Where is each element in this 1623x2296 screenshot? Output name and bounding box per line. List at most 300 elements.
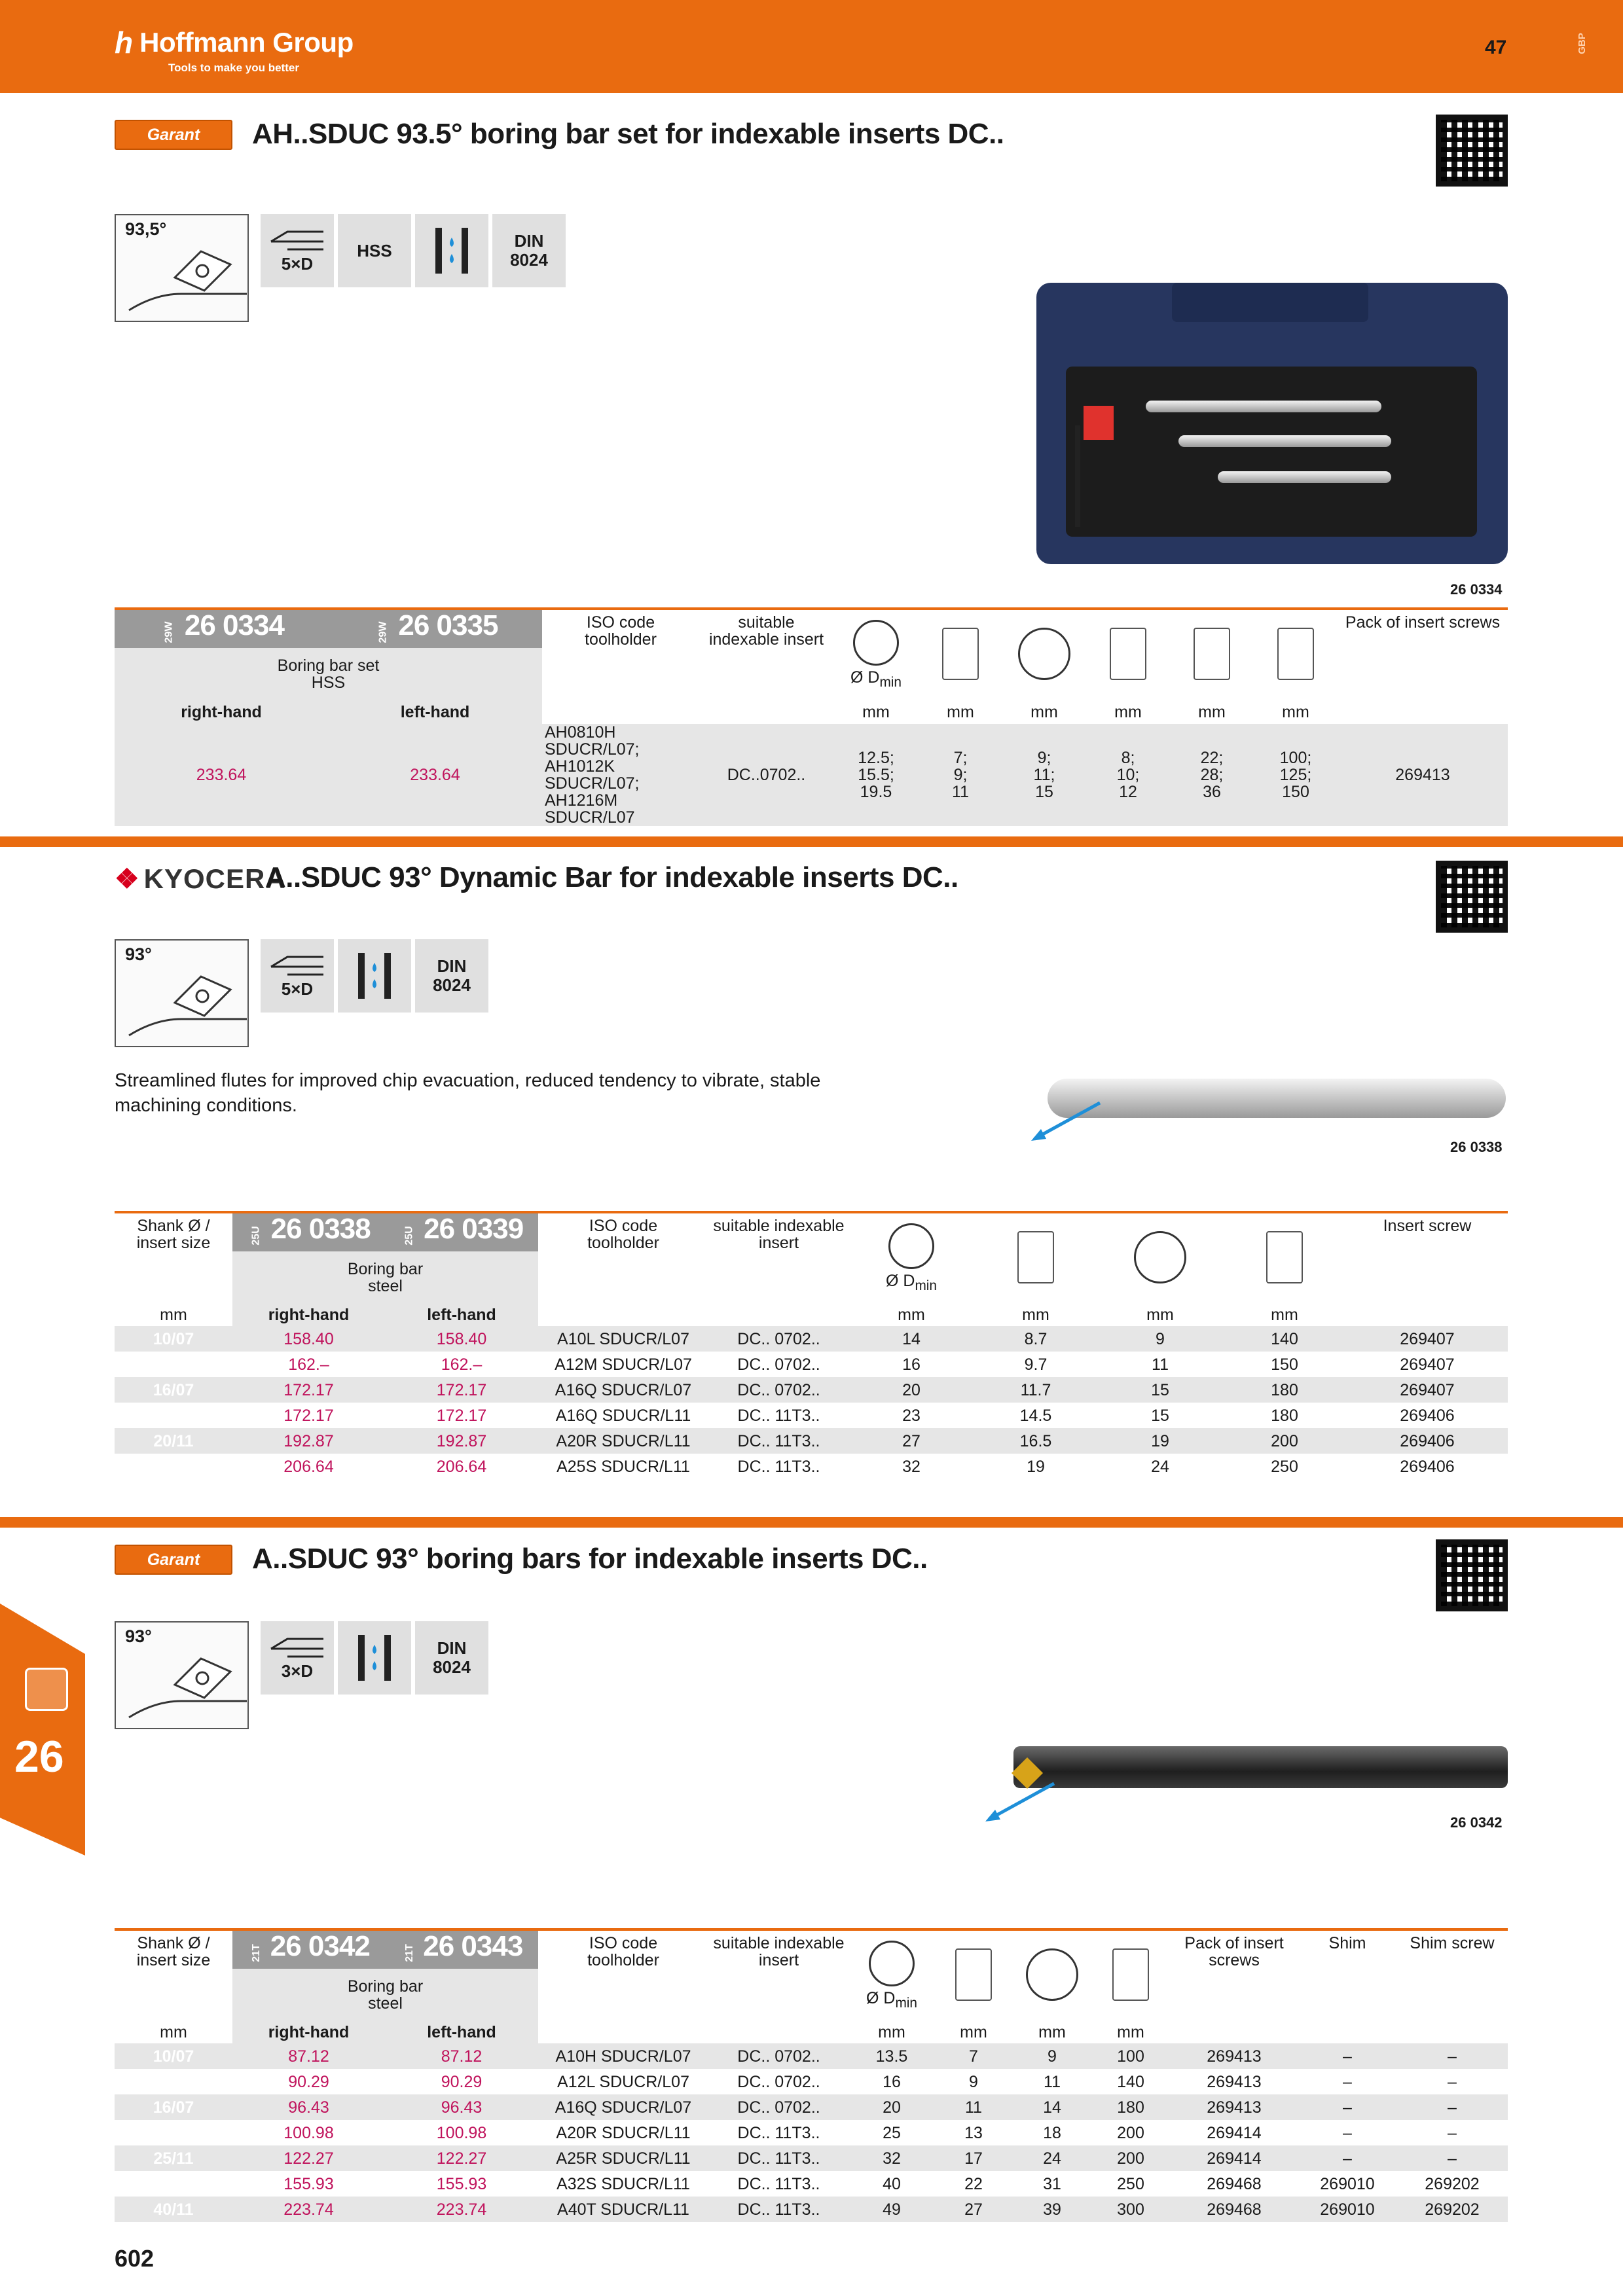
unit-mm: mm — [947, 703, 974, 721]
bar-height-icon — [1110, 628, 1146, 680]
iso-codes: AH0810H SDUCR/L07; AH1012K SDUCR/L07; AH1216M SDUCR/L07 — [542, 724, 699, 826]
shim-number: – — [1298, 2145, 1396, 2171]
dim3-value: 15 — [1098, 1403, 1222, 1428]
table-row — [115, 1352, 1508, 1377]
boring-bar-image-2 — [1178, 435, 1391, 447]
screw-number: 269406 — [1347, 1454, 1508, 1479]
price-left-hand[interactable]: 158.40 — [385, 1326, 538, 1352]
shank-size: 20/11 — [115, 2120, 232, 2145]
image-label-2: 26 0338 — [1450, 1139, 1503, 1155]
boring-tool-icon — [25, 1668, 68, 1711]
col-dim2-header — [919, 609, 1002, 700]
dmin-value: 27 — [849, 1428, 974, 1454]
unit-mm: mm — [1282, 703, 1309, 721]
image-label-3: 26 0342 — [1450, 1814, 1503, 1831]
shim-number: – — [1298, 2094, 1396, 2120]
logo-mark: h — [115, 26, 134, 60]
col-dim3-header — [1013, 1929, 1091, 2021]
empty-cell — [538, 1304, 708, 1326]
hand-right-label: right-hand — [232, 2021, 385, 2043]
price-right-hand[interactable]: 192.87 — [232, 1428, 385, 1454]
screw-number: 269407 — [1347, 1352, 1508, 1377]
dmin-value: 14 — [849, 1326, 974, 1352]
insert-code: DC.. 11T3.. — [708, 2120, 849, 2145]
dim4-value: 180 — [1222, 1377, 1347, 1403]
col-dmin-header: Ø $D_{min}$ — [849, 1212, 974, 1304]
iso-code: A10L SDUCR/L07 — [538, 1326, 708, 1352]
article-number-right: 29W 26 0335 — [328, 609, 542, 648]
table-row — [115, 1454, 1508, 1479]
shank-size: 12/07 — [115, 1352, 232, 1377]
angle-label: 93,5° — [125, 219, 167, 239]
overhang-pictogram — [261, 214, 334, 287]
shim-screw-number: 269202 — [1396, 2197, 1508, 2222]
col-dim3-header — [1002, 609, 1086, 700]
empty-cell — [708, 2021, 849, 2043]
table-row — [115, 2094, 1508, 2120]
dmin-value: 13.5 — [849, 2043, 934, 2069]
overhang-label: 5×D — [281, 978, 314, 999]
section-separator — [0, 1517, 1623, 1528]
dmin-icon — [853, 620, 899, 666]
coolant-drop-icon — [429, 224, 475, 277]
table-row — [115, 2069, 1508, 2094]
dim3-value: 9 — [1013, 2043, 1091, 2069]
table-body-3 — [115, 2043, 1508, 2222]
dim3-value: 15 — [1098, 1377, 1222, 1403]
dmin-icon — [888, 1223, 934, 1269]
col-screws-header: Pack of insert screws — [1184, 1934, 1284, 1969]
iso-code: A25S SDUCR/L11 — [538, 1454, 708, 1479]
torx-key-image — [1084, 406, 1114, 440]
bar-side-icon — [942, 628, 979, 680]
col-dmin-header: Ø $D_{min}$ — [849, 1929, 934, 2021]
material-label: HSS — [357, 240, 392, 260]
total-length-icon — [1112, 1948, 1149, 2001]
shim-screw-number: – — [1396, 2069, 1508, 2094]
shank-diameter-icon — [1018, 628, 1070, 680]
dmin-value: 25 — [849, 2120, 934, 2145]
iso-code: A25R SDUCR/L11 — [538, 2145, 708, 2171]
iso-code: A12M SDUCR/L07 — [538, 1352, 708, 1377]
shank-diameter-icon — [1134, 1231, 1186, 1283]
screw-number: 269407 — [1347, 1377, 1508, 1403]
dim2-value: 7 — [934, 2043, 1013, 2069]
unit-mm: mm — [898, 1306, 925, 1324]
product-table-1 — [115, 607, 1508, 826]
col-dim4-header — [1091, 1929, 1170, 2021]
angle-label: 93° — [125, 1626, 152, 1646]
garant-brand-badge: Garant — [115, 120, 232, 150]
dim3-value: 11 — [1013, 2069, 1091, 2094]
din-label: DIN — [437, 1638, 467, 1659]
section-title-2: A..SDUC 93° Dynamic Bar for indexable inserts DC.. — [265, 861, 958, 893]
din-label: DIN — [437, 956, 467, 977]
dmin-value: 32 — [849, 2145, 934, 2171]
screw-number: 269413 — [1170, 2043, 1298, 2069]
shim-number: – — [1298, 2120, 1396, 2145]
price-right-hand[interactable]: 90.29 — [232, 2069, 385, 2094]
dmin-value: 32 — [849, 1454, 974, 1479]
coolant-drop-icon — [352, 950, 397, 1002]
col-shim-header: Shim — [1328, 1934, 1366, 1952]
dmin-value: 16 — [849, 1352, 974, 1377]
price-right-hand[interactable]: 172.17 — [232, 1377, 385, 1403]
col-screw-header: Insert screw — [1383, 1217, 1472, 1235]
insert-code: DC.. 11T3.. — [708, 1403, 849, 1428]
price-right-hand[interactable]: 158.40 — [232, 1326, 385, 1352]
section-separator — [0, 836, 1623, 847]
screw-number: 269407 — [1347, 1326, 1508, 1352]
screw-number: 269406 — [1347, 1428, 1508, 1454]
overhang-pictogram — [261, 939, 334, 1013]
kyocera-brand-logo: ❖ KYOCERA — [115, 863, 286, 894]
qr-code-icon[interactable] — [1436, 861, 1508, 933]
dim2-value: 9.7 — [974, 1352, 1098, 1377]
insert-code: DC..0702.. — [699, 724, 833, 826]
shank-size: 32/11 — [115, 2171, 232, 2197]
chapter-number: 26 — [14, 1732, 64, 1782]
screw-number: 269413 — [1170, 2094, 1298, 2120]
iso-code: A32S SDUCR/L11 — [538, 2171, 708, 2197]
dim3-value: 9 — [1098, 1326, 1222, 1352]
table-row — [115, 1377, 1508, 1403]
unit-mm: mm — [1114, 703, 1142, 721]
region-label: GBP — [1576, 33, 1588, 54]
boring-bar-image-3 — [1218, 471, 1391, 483]
shank-size: 25/11 — [115, 2145, 232, 2171]
dmin-values: 12.5; 15.5; 19.5 — [833, 724, 919, 826]
col-iso-header: ISO code toolholder — [587, 1934, 659, 1969]
shank-size: 12/07 — [115, 2069, 232, 2094]
image-label-1: 26 0334 — [1450, 581, 1503, 598]
table-row — [115, 2171, 1508, 2197]
dmin-value: 49 — [849, 2197, 934, 2222]
col-dim4-header — [1086, 609, 1170, 700]
price-left-hand[interactable]: 192.87 — [385, 1428, 538, 1454]
dim2-value: 27 — [934, 2197, 1013, 2222]
garant-brand-badge: Garant — [115, 1545, 232, 1575]
shim-screw-number: – — [1396, 2120, 1508, 2145]
insert-code: DC.. 11T3.. — [708, 2145, 849, 2171]
dynamic-bar-image — [1048, 1079, 1506, 1118]
price-left-hand[interactable]: 223.74 — [385, 2197, 538, 2222]
material-pictogram — [338, 214, 411, 287]
total-length-icon — [1266, 1231, 1303, 1283]
insert-diagram-icon — [116, 1623, 247, 1727]
shank-size: 40/11 — [115, 2197, 232, 2222]
angle-pictogram — [115, 939, 249, 1047]
dim2-value: 11.7 — [974, 1377, 1098, 1403]
price-left-hand[interactable]: 206.64 — [385, 1454, 538, 1479]
cutting-length-icon — [1194, 628, 1230, 680]
shank-size: 16/07 — [115, 1377, 232, 1403]
insert-code: DC.. 0702.. — [708, 1352, 849, 1377]
col-dim2-header — [974, 1212, 1098, 1304]
screw-number: 269413 — [1338, 724, 1508, 826]
price-left-hand[interactable]: 122.27 — [385, 2145, 538, 2171]
price-left-hand[interactable]: 172.17 — [385, 1403, 538, 1428]
price-left-hand[interactable]: 96.43 — [385, 2094, 538, 2120]
bar-side-icon — [1017, 1231, 1054, 1283]
dim3-value: 11 — [1098, 1352, 1222, 1377]
dmin-value: 23 — [849, 1403, 974, 1428]
kyocera-mark: ❖ — [115, 863, 140, 894]
coolant-arrow-icon — [982, 1780, 1061, 1826]
product-table-2 — [115, 1211, 1508, 1479]
chapter-tab[interactable] — [0, 1604, 85, 1856]
shim-screw-number: – — [1396, 2145, 1508, 2171]
section-title-1: AH..SDUC 93.5° boring bar set for indexable inserts DC.. — [252, 118, 1004, 150]
boring-bar-icon — [268, 228, 327, 255]
shank-size: 10/07 — [115, 2043, 232, 2069]
dim5-values: 22; 28; 36 — [1170, 724, 1254, 826]
col-shank-header: Shank Ø / insert size — [136, 1217, 211, 1252]
din-pictogram — [415, 939, 488, 1013]
price-right-hand[interactable]: 87.12 — [232, 2043, 385, 2069]
page-number-bottom: 602 — [115, 2245, 155, 2272]
product-table-3 — [115, 1928, 1508, 2222]
unit-mm: mm — [862, 703, 890, 721]
col-iso-header: ISO code toolholder — [585, 613, 657, 649]
shank-size: 16/07 — [115, 2094, 232, 2120]
shank-size: 16/11 — [115, 1403, 232, 1428]
dim4-value: 100 — [1091, 2043, 1170, 2069]
insert-code: DC.. 11T3.. — [708, 1428, 849, 1454]
hoffmann-logo[interactable] — [115, 25, 354, 74]
iso-code: A40T SDUCR/L11 — [538, 2197, 708, 2222]
price-right-hand[interactable]: 122.27 — [232, 2145, 385, 2171]
insert-code: DC.. 11T3.. — [708, 2197, 849, 2222]
dmin-value: 20 — [849, 1377, 974, 1403]
hand-right-label: right-hand — [115, 700, 328, 724]
dim3-value: 18 — [1013, 2120, 1091, 2145]
unit-mm: mm — [960, 2023, 987, 2041]
din-number: 8024 — [510, 250, 548, 270]
price-right-hand[interactable]: 206.64 — [232, 1454, 385, 1479]
coolant-pictogram — [415, 214, 488, 287]
table-row — [115, 2043, 1508, 2069]
price-right-hand[interactable]: 223.74 — [232, 2197, 385, 2222]
dim4-value: 250 — [1091, 2171, 1170, 2197]
dim6-values: 100; 125; 150 — [1254, 724, 1338, 826]
hand-left-label: left-hand — [385, 2021, 538, 2043]
dim2-value: 22 — [934, 2171, 1013, 2197]
torx-key-shaft — [1075, 425, 1080, 527]
dim3-values: 9; 11; 15 — [1002, 724, 1086, 826]
dim3-value: 31 — [1013, 2171, 1091, 2197]
col-screws-header: Pack of insert screws — [1345, 613, 1501, 632]
insert-code: DC.. 0702.. — [708, 1326, 849, 1352]
logo-tagline: Tools to make you better — [168, 62, 299, 74]
qr-code-icon[interactable] — [1436, 115, 1508, 187]
price-right-hand[interactable]: 233.64 — [115, 724, 328, 826]
qr-code-icon[interactable] — [1436, 1539, 1508, 1611]
article-number-left: 21T 26 0342 — [232, 1929, 385, 1969]
insert-code: DC.. 11T3.. — [708, 2171, 849, 2197]
price-left-hand[interactable]: 87.12 — [385, 2043, 538, 2069]
table-row — [115, 2197, 1508, 2222]
article-number-right: 21T 26 0343 — [385, 1929, 538, 1969]
table-row — [115, 1428, 1508, 1454]
total-length-icon — [1277, 628, 1314, 680]
page-number-top: 47 — [1485, 37, 1507, 58]
empty-cell — [708, 1304, 849, 1326]
price-left-hand[interactable]: 233.64 — [328, 724, 542, 826]
price-left-hand[interactable]: 162.– — [385, 1352, 538, 1377]
group-label: Boring bar steel — [232, 1969, 538, 2021]
dim4-value: 200 — [1091, 2145, 1170, 2171]
shank-size: 10/07 — [115, 1326, 232, 1352]
case-foam — [1066, 367, 1477, 537]
hand-left-label: left-hand — [385, 1304, 538, 1326]
article-number-right: 25U 26 0339 — [385, 1212, 538, 1251]
din-number: 8024 — [433, 1657, 471, 1677]
col-insert-header: suitable indexable insert — [708, 613, 824, 649]
dim2-value: 14.5 — [974, 1403, 1098, 1428]
boring-bar-icon — [268, 1636, 327, 1662]
empty-cell — [538, 2021, 708, 2043]
screw-number: 269413 — [1170, 2069, 1298, 2094]
insert-diagram-icon — [116, 215, 247, 320]
article-number-left: 25U 26 0338 — [232, 1212, 385, 1251]
unit-mm: mm — [160, 2023, 187, 2041]
unit-mm: mm — [1271, 1306, 1298, 1324]
dim3-value: 39 — [1013, 2197, 1091, 2222]
hand-left-label: left-hand — [328, 700, 542, 724]
table-row — [115, 1403, 1508, 1428]
overhang-label: 5×D — [281, 253, 314, 274]
price-left-hand[interactable]: 172.17 — [385, 1377, 538, 1403]
screw-number: 269468 — [1170, 2197, 1298, 2222]
shank-diameter-icon — [1026, 1948, 1078, 2001]
din-number: 8024 — [433, 975, 471, 995]
angle-label: 93° — [125, 944, 152, 964]
col-dim2-header — [934, 1929, 1013, 2021]
dim4-value: 200 — [1091, 2120, 1170, 2145]
logo-name: Hoffmann Group — [139, 27, 354, 58]
col-dim3-header — [1098, 1212, 1222, 1304]
shim-screw-number: – — [1396, 2094, 1508, 2120]
coolant-arrow-icon — [1028, 1100, 1106, 1145]
coolant-pictogram — [338, 1621, 411, 1695]
shim-number: – — [1298, 2043, 1396, 2069]
unit-mm: mm — [160, 1306, 187, 1324]
unit-mm: mm — [1117, 2023, 1144, 2041]
insert-code: DC.. 0702.. — [708, 1377, 849, 1403]
insert-code: DC.. 0702.. — [708, 2069, 849, 2094]
price-left-hand[interactable]: 155.93 — [385, 2171, 538, 2197]
table-body-2 — [115, 1326, 1508, 1479]
unit-mm: mm — [1146, 1306, 1174, 1324]
product-description: Streamlined flutes for improved chip evacuation, reduced tendency to vibrate, stable machining conditions. — [115, 1070, 821, 1116]
price-right-hand[interactable]: 162.– — [232, 1352, 385, 1377]
dim2-value: 16.5 — [974, 1428, 1098, 1454]
dim4-value: 300 — [1091, 2197, 1170, 2222]
iso-code: A20R SDUCR/L11 — [538, 1428, 708, 1454]
dmin-icon — [869, 1941, 915, 1986]
table-row — [115, 1326, 1508, 1352]
coolant-pictogram — [338, 939, 411, 1013]
col-shim-screw-header: Shim screw — [1410, 1934, 1495, 1952]
dim4-value: 150 — [1222, 1352, 1347, 1377]
overhang-pictogram — [261, 1621, 334, 1695]
dim3-value: 14 — [1013, 2094, 1091, 2120]
dim4-values: 8; 10; 12 — [1086, 724, 1170, 826]
dim4-value: 140 — [1091, 2069, 1170, 2094]
dim2-value: 11 — [934, 2094, 1013, 2120]
unit-mm: mm — [1198, 703, 1226, 721]
iso-code: A20R SDUCR/L11 — [538, 2120, 708, 2145]
dmin-value: 40 — [849, 2171, 934, 2197]
price-left-hand[interactable]: 90.29 — [385, 2069, 538, 2094]
unit-mm: mm — [1038, 2023, 1066, 2041]
iso-code: A10H SDUCR/L07 — [538, 2043, 708, 2069]
dmin-value: 20 — [849, 2094, 934, 2120]
dim4-value: 250 — [1222, 1454, 1347, 1479]
iso-code: A16Q SDUCR/L11 — [538, 1403, 708, 1428]
price-right-hand[interactable]: 172.17 — [232, 1403, 385, 1428]
iso-code: A12L SDUCR/L07 — [538, 2069, 708, 2094]
price-right-hand[interactable]: 155.93 — [232, 2171, 385, 2197]
col-insert-header: suitable indexable insert — [713, 1217, 845, 1252]
dim2-value: 13 — [934, 2120, 1013, 2145]
dim2-value: 9 — [934, 2069, 1013, 2094]
angle-pictogram — [115, 214, 249, 322]
dim4-value: 180 — [1222, 1403, 1347, 1428]
screw-number: 269468 — [1170, 2171, 1298, 2197]
shank-size: 20/11 — [115, 1428, 232, 1454]
coolant-drop-icon — [352, 1632, 397, 1684]
shank-size: 25/11 — [115, 1454, 232, 1479]
dim4-value: 200 — [1222, 1428, 1347, 1454]
col-insert-header: suitable indexable insert — [713, 1934, 845, 1969]
unit-mm: mm — [878, 2023, 905, 2041]
iso-code: A16Q SDUCR/L07 — [538, 2094, 708, 2120]
table-row — [115, 2145, 1508, 2171]
insert-code: DC.. 0702.. — [708, 2094, 849, 2120]
shim-screw-number: – — [1396, 2043, 1508, 2069]
price-left-hand[interactable]: 100.98 — [385, 2120, 538, 2145]
unit-mm: mm — [1030, 703, 1058, 721]
iso-code: A16Q SDUCR/L07 — [538, 1377, 708, 1403]
case-lid — [1172, 283, 1368, 322]
group-label: Boring bar set HSS — [115, 648, 542, 700]
shim-screw-number: 269202 — [1396, 2171, 1508, 2197]
col-dmin-header: Ø $D_{min}$ — [833, 609, 919, 700]
article-number-left: 29W 26 0334 — [115, 609, 328, 648]
dim3-value: 24 — [1013, 2145, 1091, 2171]
price-right-hand[interactable]: 100.98 — [232, 2120, 385, 2145]
dim4-value: 180 — [1091, 2094, 1170, 2120]
table-row — [115, 724, 1508, 826]
dim2-value: 8.7 — [974, 1326, 1098, 1352]
boring-bar-icon — [268, 954, 327, 980]
col-shank-header: Shank Ø / insert size — [136, 1934, 211, 1969]
shim-number: 269010 — [1298, 2197, 1396, 2222]
price-right-hand[interactable]: 96.43 — [232, 2094, 385, 2120]
bar-side-icon — [955, 1948, 992, 2001]
boring-bar-image — [1013, 1746, 1508, 1788]
boring-bar-image-1 — [1146, 401, 1381, 412]
din-pictogram — [492, 214, 566, 287]
insert-code: DC.. 11T3.. — [708, 1454, 849, 1479]
table-row — [115, 2120, 1508, 2145]
col-dim6-header — [1254, 609, 1338, 700]
dim4-value: 140 — [1222, 1326, 1347, 1352]
shim-number: – — [1298, 2069, 1396, 2094]
din-label: DIN — [514, 231, 544, 251]
